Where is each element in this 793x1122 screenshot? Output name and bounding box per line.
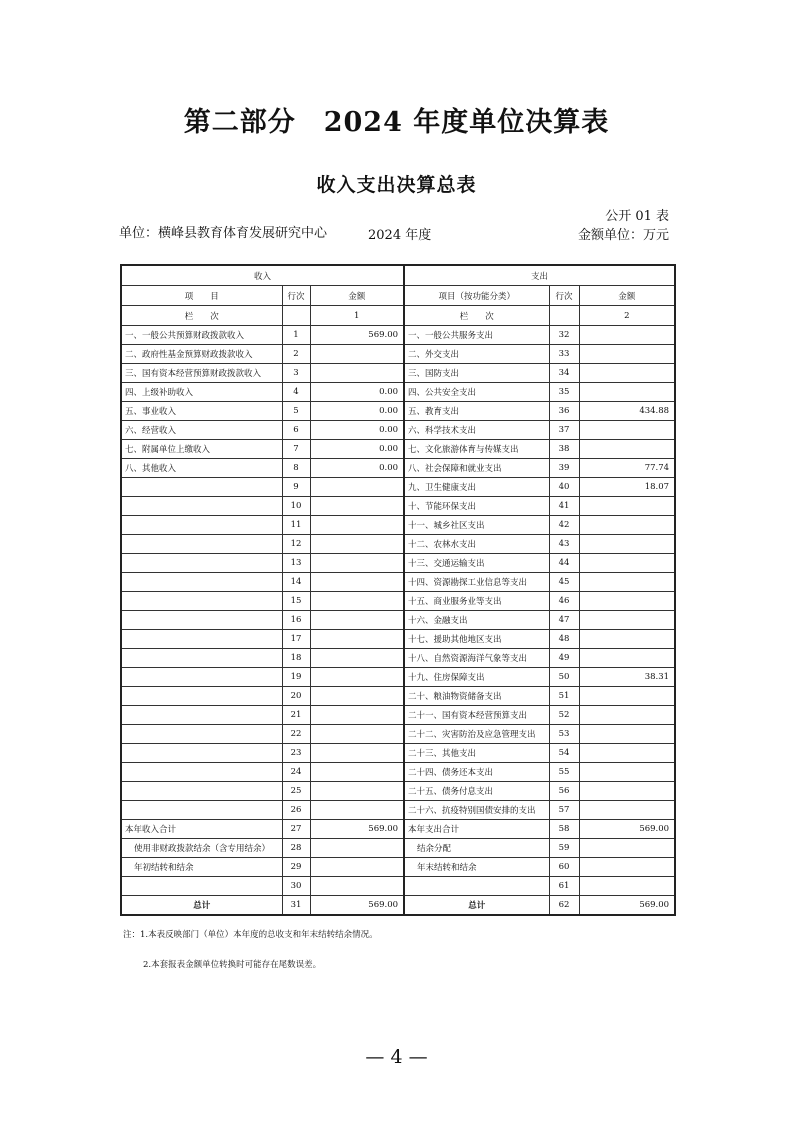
expense-amount: 569.00 xyxy=(579,820,675,839)
income-row-no: 11 xyxy=(282,516,310,535)
expense-row-no: 58 xyxy=(549,820,579,839)
expense-row-no: 47 xyxy=(549,611,579,630)
expense-item: 四、公共安全支出 xyxy=(404,383,549,402)
income-item xyxy=(121,877,282,896)
table-row xyxy=(121,402,675,421)
column-header-row xyxy=(121,286,675,306)
expense-row-no: 55 xyxy=(549,763,579,782)
expense-lan-label: 栏 次 xyxy=(404,306,549,326)
income-lan-label: 栏 次 xyxy=(121,306,282,326)
income-item xyxy=(121,573,282,592)
expense-item: 十四、资源勘探工业信息等支出 xyxy=(404,573,549,592)
expense-amount: 18.07 xyxy=(579,478,675,497)
income-item xyxy=(121,801,282,820)
table-row xyxy=(121,554,675,573)
expense-item: 二十五、债务付息支出 xyxy=(404,782,549,801)
expense-amount xyxy=(579,497,675,516)
table-row xyxy=(121,820,675,839)
income-amount-header: 金额 xyxy=(310,286,404,306)
expense-row-no: 36 xyxy=(549,402,579,421)
income-amount xyxy=(310,516,404,535)
income-row-no: 2 xyxy=(282,345,310,364)
table-row xyxy=(121,459,675,478)
income-item: 二、政府性基金预算财政拨款收入 xyxy=(121,345,282,364)
income-item xyxy=(121,763,282,782)
expense-item: 九、卫生健康支出 xyxy=(404,478,549,497)
expense-item: 一、一般公共服务支出 xyxy=(404,326,549,345)
income-item: 年初结转和结余 xyxy=(121,858,282,877)
income-item: 四、上级补助收入 xyxy=(121,383,282,402)
expense-section-header: 支出 xyxy=(404,265,675,286)
expense-amount xyxy=(579,345,675,364)
page-number: — 4 — xyxy=(365,1046,428,1068)
income-amount xyxy=(310,668,404,687)
expense-item: 本年支出合计 xyxy=(404,820,549,839)
expense-amount xyxy=(579,858,675,877)
income-row-no: 12 xyxy=(282,535,310,554)
income-amount xyxy=(310,573,404,592)
expense-item: 十三、交通运输支出 xyxy=(404,554,549,573)
expense-row-no: 33 xyxy=(549,345,579,364)
expense-row-no: 46 xyxy=(549,592,579,611)
expense-row-no: 38 xyxy=(549,440,579,459)
table-row xyxy=(121,782,675,801)
income-row-no: 25 xyxy=(282,782,310,801)
table-row xyxy=(121,364,675,383)
table-row xyxy=(121,877,675,896)
income-row-no: 18 xyxy=(282,649,310,668)
expense-row-no: 53 xyxy=(549,725,579,744)
expense-item: 二十一、国有资本经营预算支出 xyxy=(404,706,549,725)
income-item xyxy=(121,554,282,573)
expense-row-no: 40 xyxy=(549,478,579,497)
income-amount xyxy=(310,877,404,896)
expense-row-no: 34 xyxy=(549,364,579,383)
income-item: 三、国有资本经营预算财政拨款收入 xyxy=(121,364,282,383)
income-item: 一、一般公共预算财政拨款收入 xyxy=(121,326,282,345)
table-row xyxy=(121,592,675,611)
income-amount: 569.00 xyxy=(310,820,404,839)
income-amount xyxy=(310,858,404,877)
expense-item: 三、国防支出 xyxy=(404,364,549,383)
table-row xyxy=(121,706,675,725)
income-amount xyxy=(310,649,404,668)
table-row xyxy=(121,649,675,668)
expense-item: 十七、援助其他地区支出 xyxy=(404,630,549,649)
fiscal-year: 2024 年度 xyxy=(368,228,432,243)
expense-amount xyxy=(579,839,675,858)
income-item xyxy=(121,478,282,497)
expense-item: 二十三、其他支出 xyxy=(404,744,549,763)
income-row-no: 19 xyxy=(282,668,310,687)
income-item: 七、附属单位上缴收入 xyxy=(121,440,282,459)
income-amount xyxy=(310,535,404,554)
income-row-no: 1 xyxy=(282,326,310,345)
expense-row-no: 41 xyxy=(549,497,579,516)
table-row xyxy=(121,801,675,820)
unit-name: 单位：横峰县教育体育发展研究中心 xyxy=(119,226,328,241)
table-row xyxy=(121,611,675,630)
expense-amount xyxy=(579,383,675,402)
income-item: 六、经营收入 xyxy=(121,421,282,440)
table-row xyxy=(121,326,675,345)
expense-amount-header: 金额 xyxy=(579,286,675,306)
expense-row-no: 54 xyxy=(549,744,579,763)
income-row-no: 31 xyxy=(282,896,310,916)
note-1: 注：1.本表反映部门（单位）本年度的总收支和年末结转结余情况。 xyxy=(123,930,378,940)
income-row-no: 5 xyxy=(282,402,310,421)
expense-item: 六、科学技术支出 xyxy=(404,421,549,440)
expense-amount: 434.88 xyxy=(579,402,675,421)
income-row-no-header: 行次 xyxy=(282,286,310,306)
expense-row-no: 62 xyxy=(549,896,579,916)
table-row xyxy=(121,839,675,858)
table-title: 收入支出决算总表 xyxy=(316,174,477,196)
expense-item: 十一、城乡社区支出 xyxy=(404,516,549,535)
table-row xyxy=(121,763,675,782)
income-amount xyxy=(310,782,404,801)
income-row-no: 27 xyxy=(282,820,310,839)
expense-amount xyxy=(579,782,675,801)
expense-row-no: 57 xyxy=(549,801,579,820)
income-item-header: 项 目 xyxy=(121,286,282,306)
income-lan-blank xyxy=(282,306,310,326)
income-row-no: 23 xyxy=(282,744,310,763)
income-row-no: 6 xyxy=(282,421,310,440)
expense-row-no: 35 xyxy=(549,383,579,402)
expense-amount xyxy=(579,706,675,725)
income-amount xyxy=(310,725,404,744)
income-amount xyxy=(310,630,404,649)
note-2: 2.本套报表金额单位转换时可能存在尾数误差。 xyxy=(143,960,322,970)
income-amount xyxy=(310,801,404,820)
income-row-no: 14 xyxy=(282,573,310,592)
income-item xyxy=(121,782,282,801)
expense-amount: 569.00 xyxy=(579,896,675,916)
table-row xyxy=(121,345,675,364)
table-row xyxy=(121,858,675,877)
income-item: 五、事业收入 xyxy=(121,402,282,421)
income-item xyxy=(121,706,282,725)
expense-item: 十六、金融支出 xyxy=(404,611,549,630)
form-code: 公开 01 表 xyxy=(605,209,669,224)
expense-row-no: 37 xyxy=(549,421,579,440)
expense-amount xyxy=(579,649,675,668)
income-amount xyxy=(310,706,404,725)
income-item xyxy=(121,516,282,535)
income-row-no: 15 xyxy=(282,592,310,611)
table-row xyxy=(121,687,675,706)
expense-amount xyxy=(579,573,675,592)
income-amount xyxy=(310,478,404,497)
income-item xyxy=(121,497,282,516)
table-row xyxy=(121,478,675,497)
income-amount: 569.00 xyxy=(310,326,404,345)
income-item: 本年收入合计 xyxy=(121,820,282,839)
income-amount xyxy=(310,744,404,763)
income-item xyxy=(121,592,282,611)
income-item xyxy=(121,687,282,706)
expense-amount xyxy=(579,440,675,459)
expense-amount xyxy=(579,744,675,763)
income-row-no: 30 xyxy=(282,877,310,896)
income-amount xyxy=(310,763,404,782)
expense-item: 十二、农林水支出 xyxy=(404,535,549,554)
income-row-no: 8 xyxy=(282,459,310,478)
expense-row-no: 43 xyxy=(549,535,579,554)
income-item: 使用非财政拨款结余（含专用结余） xyxy=(121,839,282,858)
income-amount xyxy=(310,364,404,383)
income-row-no: 20 xyxy=(282,687,310,706)
table-row xyxy=(121,668,675,687)
income-item xyxy=(121,630,282,649)
table-row xyxy=(121,573,675,592)
expense-item: 七、文化旅游体育与传媒支出 xyxy=(404,440,549,459)
expense-row-no: 32 xyxy=(549,326,579,345)
expense-item: 十、节能环保支出 xyxy=(404,497,549,516)
expense-item: 十八、自然资源海洋气象等支出 xyxy=(404,649,549,668)
income-item xyxy=(121,649,282,668)
expense-amount xyxy=(579,687,675,706)
table-row xyxy=(121,421,675,440)
table-row xyxy=(121,630,675,649)
expense-item: 十九、住房保障支出 xyxy=(404,668,549,687)
expense-amount xyxy=(579,725,675,744)
expense-item: 年末结转和结余 xyxy=(404,858,549,877)
expense-amount xyxy=(579,326,675,345)
table-row xyxy=(121,535,675,554)
expense-row-no: 56 xyxy=(549,782,579,801)
expense-row-no-header: 行次 xyxy=(549,286,579,306)
expense-row-no: 61 xyxy=(549,877,579,896)
expense-item xyxy=(404,877,549,896)
income-expense-table xyxy=(120,264,676,916)
income-amount: 0.00 xyxy=(310,459,404,478)
income-amount: 569.00 xyxy=(310,896,404,916)
expense-amount xyxy=(579,554,675,573)
expense-amount xyxy=(579,364,675,383)
expense-row-no: 39 xyxy=(549,459,579,478)
income-item xyxy=(121,535,282,554)
income-row-no: 4 xyxy=(282,383,310,402)
income-row-no: 28 xyxy=(282,839,310,858)
expense-item: 二十四、债务还本支出 xyxy=(404,763,549,782)
expense-row-no: 48 xyxy=(549,630,579,649)
income-item xyxy=(121,611,282,630)
income-amount xyxy=(310,687,404,706)
income-row-no: 13 xyxy=(282,554,310,573)
expense-row-no: 60 xyxy=(549,858,579,877)
income-amount: 0.00 xyxy=(310,402,404,421)
income-amount xyxy=(310,839,404,858)
expense-amount xyxy=(579,516,675,535)
expense-item: 五、教育支出 xyxy=(404,402,549,421)
expense-item: 总计 xyxy=(404,896,549,916)
income-amount: 0.00 xyxy=(310,383,404,402)
income-row-no: 26 xyxy=(282,801,310,820)
income-row-no: 24 xyxy=(282,763,310,782)
expense-item: 二十二、灾害防治及应急管理支出 xyxy=(404,725,549,744)
income-row-no: 9 xyxy=(282,478,310,497)
expense-amount xyxy=(579,763,675,782)
expense-row-no: 42 xyxy=(549,516,579,535)
expense-row-no: 59 xyxy=(549,839,579,858)
income-row-no: 29 xyxy=(282,858,310,877)
table-row xyxy=(121,516,675,535)
income-item xyxy=(121,744,282,763)
income-col-index: 1 xyxy=(310,306,404,326)
amount-unit: 金额单位：万元 xyxy=(577,228,669,243)
income-row-no: 22 xyxy=(282,725,310,744)
expense-amount xyxy=(579,877,675,896)
expense-item: 十五、商业服务业等支出 xyxy=(404,592,549,611)
table-row xyxy=(121,383,675,402)
income-amount xyxy=(310,345,404,364)
income-row-no: 16 xyxy=(282,611,310,630)
main-title: 第二部分 2024 年度单位决算表 xyxy=(183,107,610,138)
income-row-no: 21 xyxy=(282,706,310,725)
expense-item: 二十、粮油物资储备支出 xyxy=(404,687,549,706)
expense-amount xyxy=(579,535,675,554)
expense-row-no: 50 xyxy=(549,668,579,687)
table-row xyxy=(121,725,675,744)
table-row xyxy=(121,896,675,916)
expense-row-no: 51 xyxy=(549,687,579,706)
income-amount: 0.00 xyxy=(310,421,404,440)
income-item xyxy=(121,668,282,687)
expense-row-no: 45 xyxy=(549,573,579,592)
expense-item: 二、外交支出 xyxy=(404,345,549,364)
expense-col-index: 2 xyxy=(579,306,675,326)
income-item: 总计 xyxy=(121,896,282,916)
income-section-header: 收入 xyxy=(121,265,404,286)
income-amount xyxy=(310,592,404,611)
table-row xyxy=(121,440,675,459)
expense-item-header: 项目（按功能分类） xyxy=(404,286,549,306)
section-header-row xyxy=(121,265,675,286)
income-row-no: 17 xyxy=(282,630,310,649)
income-row-no: 7 xyxy=(282,440,310,459)
income-row-no: 10 xyxy=(282,497,310,516)
expense-amount: 77.74 xyxy=(579,459,675,478)
income-amount xyxy=(310,554,404,573)
expense-row-no: 49 xyxy=(549,649,579,668)
expense-row-no: 52 xyxy=(549,706,579,725)
expense-amount xyxy=(579,611,675,630)
expense-item: 结余分配 xyxy=(404,839,549,858)
income-amount xyxy=(310,497,404,516)
expense-item: 二十六、抗疫特别国债安排的支出 xyxy=(404,801,549,820)
table-row xyxy=(121,497,675,516)
expense-amount: 38.31 xyxy=(579,668,675,687)
expense-amount xyxy=(579,592,675,611)
income-amount: 0.00 xyxy=(310,440,404,459)
income-row-no: 3 xyxy=(282,364,310,383)
column-index-row xyxy=(121,306,675,326)
table-row xyxy=(121,744,675,763)
expense-amount xyxy=(579,801,675,820)
expense-amount xyxy=(579,630,675,649)
income-item xyxy=(121,725,282,744)
expense-row-no: 44 xyxy=(549,554,579,573)
income-amount xyxy=(310,611,404,630)
expense-amount xyxy=(579,421,675,440)
expense-lan-blank xyxy=(549,306,579,326)
income-item: 八、其他收入 xyxy=(121,459,282,478)
expense-item: 八、社会保障和就业支出 xyxy=(404,459,549,478)
